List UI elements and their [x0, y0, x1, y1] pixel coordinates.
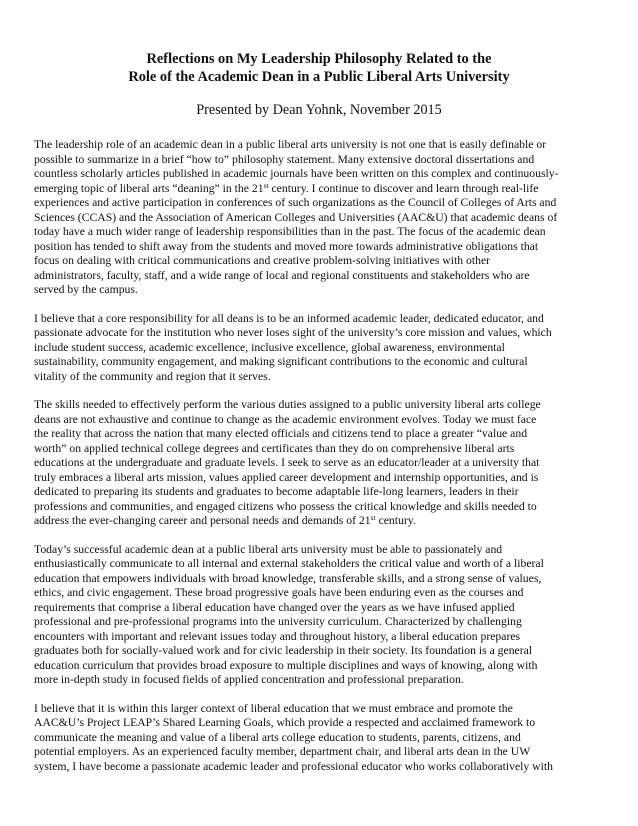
paragraph-line: professions and communities, and engaged citizens who possess the critical knowledge and skills needed to — [34, 499, 537, 513]
paragraph-line: include student success, academic excellence, inclusive excellence, global awareness, environmental — [34, 340, 505, 354]
presenter-line: Presented by Dean Yohnk, November 2015 — [196, 102, 442, 118]
paragraph-line: deans are not exhaustive and continue to change as the academic environment evolves. Today we must face — [34, 412, 537, 426]
paragraph-line: passionate advocate for the institution who never loses sight of the university’s core mission and values, which — [34, 326, 552, 339]
paragraph-line: Today’s successful academic dean at a public liberal arts university must be able to passionately and — [34, 542, 503, 556]
paragraph-line: potential employers. As an experienced faculty member, department chair, and liberal arts dean in the UW — [34, 745, 531, 758]
paragraph-line: The leadership role of an academic dean in a public liberal arts university is not one that is easily definable or — [34, 138, 547, 151]
paragraph-line: administrators, faculty, staff, and a wide range of local and regional constituents and stakeholders who are — [34, 268, 530, 282]
body-paragraph — [34, 702, 606, 775]
paragraph-line: position has tended to shift away from the students and moved more towards administrative obligations that — [34, 239, 539, 253]
line-text: century. I continue to discover and learn through real-life — [268, 181, 539, 195]
paragraph-line: the reality that across the nation that many elected officials and citizens tend to place a greater “value and — [34, 427, 528, 440]
paragraph-line: I believe that a core responsibility for all deans is to be an informed academic leader, dedicated educator, and — [34, 311, 544, 325]
paragraph-line: sustainability, community engagement, and making significant contributions to the economic and cultural — [34, 355, 528, 368]
line-text: emerging topic of liberal arts “deaning” in the 21 — [34, 181, 264, 195]
paragraph-line: education curriculum that provides broad exposure to multiple disciplines and ways of knowing, along with — [34, 658, 538, 672]
paragraph-line: ethics, and civic engagement. These broad progressive goals have been enduring even as the courses and — [34, 586, 524, 599]
line-text: century. — [375, 514, 416, 527]
paragraph-line: today have a much wider range of leadership responsibilities than in the past. The focus of the academic dean — [34, 225, 546, 238]
body-paragraph — [34, 138, 606, 298]
body-paragraph — [34, 398, 606, 529]
document-title — [40, 50, 598, 86]
document-body — [34, 138, 606, 788]
paragraph-line: system, I have become a passionate academic leader and professional educator who works collaboratively with — [34, 759, 553, 773]
paragraph-line — [34, 514, 606, 529]
body-paragraph — [34, 543, 606, 688]
title-line-2: Role of the Academic Dean in a Public Liberal Arts University — [128, 69, 510, 85]
paragraph-line: requirements that comprise a liberal education have changed over the years as we have infused applied — [34, 600, 515, 614]
paragraph-line: Sciences (CCAS) and the Association of American Colleges and Universities (AAC&U) that academic deans of — [34, 210, 558, 224]
paragraph-line: possible to summarize in a brief “how to” philosophy statement. Many extensive doctoral dissertations and — [34, 152, 535, 166]
ordinal-superscript: st — [263, 180, 269, 190]
paragraph-line: more in-depth study in focused fields of applied concentration and professional preparation. — [34, 673, 464, 686]
paragraph-line: professional and pre-professional programs into the university curriculum. Characterized by challenging — [34, 615, 522, 628]
paragraph-line: graduates both for socially-valued work and for civic leadership in their society. Its foundation is a general — [34, 644, 533, 657]
paragraph-line: dedicated to preparing its students and graduates to become adaptable life-long learners, leaders in their — [34, 485, 519, 498]
paragraph-line: enthusiastically communicate to all internal and external stakeholders the critical value and worth of a liberal — [34, 557, 544, 570]
paragraph-line: truly embraces a liberal arts mission, values applied career development and internship opportunities, and is — [34, 470, 539, 484]
title-line-1: Reflections on My Leadership Philosophy Related to the — [146, 51, 492, 67]
line-text: address the ever-changing career and personal needs and demands of 21 — [34, 514, 371, 527]
paragraph-line: focus on dealing with critical communications and creative problem-solving initiatives with other — [34, 254, 491, 267]
paragraph-line: experiences and active participation in conferences of such organizations as the Council of Colleges of Arts and — [34, 196, 557, 209]
paragraph-line: The skills needed to effectively perform the various duties assigned to a public university liberal arts college — [34, 398, 541, 411]
paragraph-line: served by the campus. — [34, 283, 138, 296]
paragraph-line: countless scholarly articles published in academic journals have been written on this complex and continuously- — [34, 167, 559, 180]
paragraph-line: AAC&U’s Project LEAP’s Shared Learning Goals, which provide a respected and acclaimed framework to — [34, 716, 536, 729]
paragraph-line: encounters with important and relevant issues today and throughout history, a liberal education prepares — [34, 629, 521, 643]
paragraph-line: education that empowers individuals with broad knowledge, transferable skills, and a strong sense of values, — [34, 571, 542, 585]
paragraph-line: worth” on applied technical college degrees and certificates than they do on comprehensive liberal arts — [34, 441, 515, 455]
ordinal-superscript: st — [370, 513, 376, 522]
paragraph-line: educations at the undergraduate and graduate levels. I seek to serve as an educator/leader at a university that — [34, 456, 540, 469]
paragraph-line — [34, 182, 606, 197]
body-paragraph — [34, 312, 606, 385]
paragraph-line: communicate the meaning and value of a liberal arts college education to students, parents, citizens, and — [34, 730, 521, 744]
paragraph-line: I believe that it is within this larger context of liberal education that we must embrace and promote the — [34, 701, 513, 715]
paragraph-line: vitality of the community and region that it serves. — [34, 369, 271, 383]
